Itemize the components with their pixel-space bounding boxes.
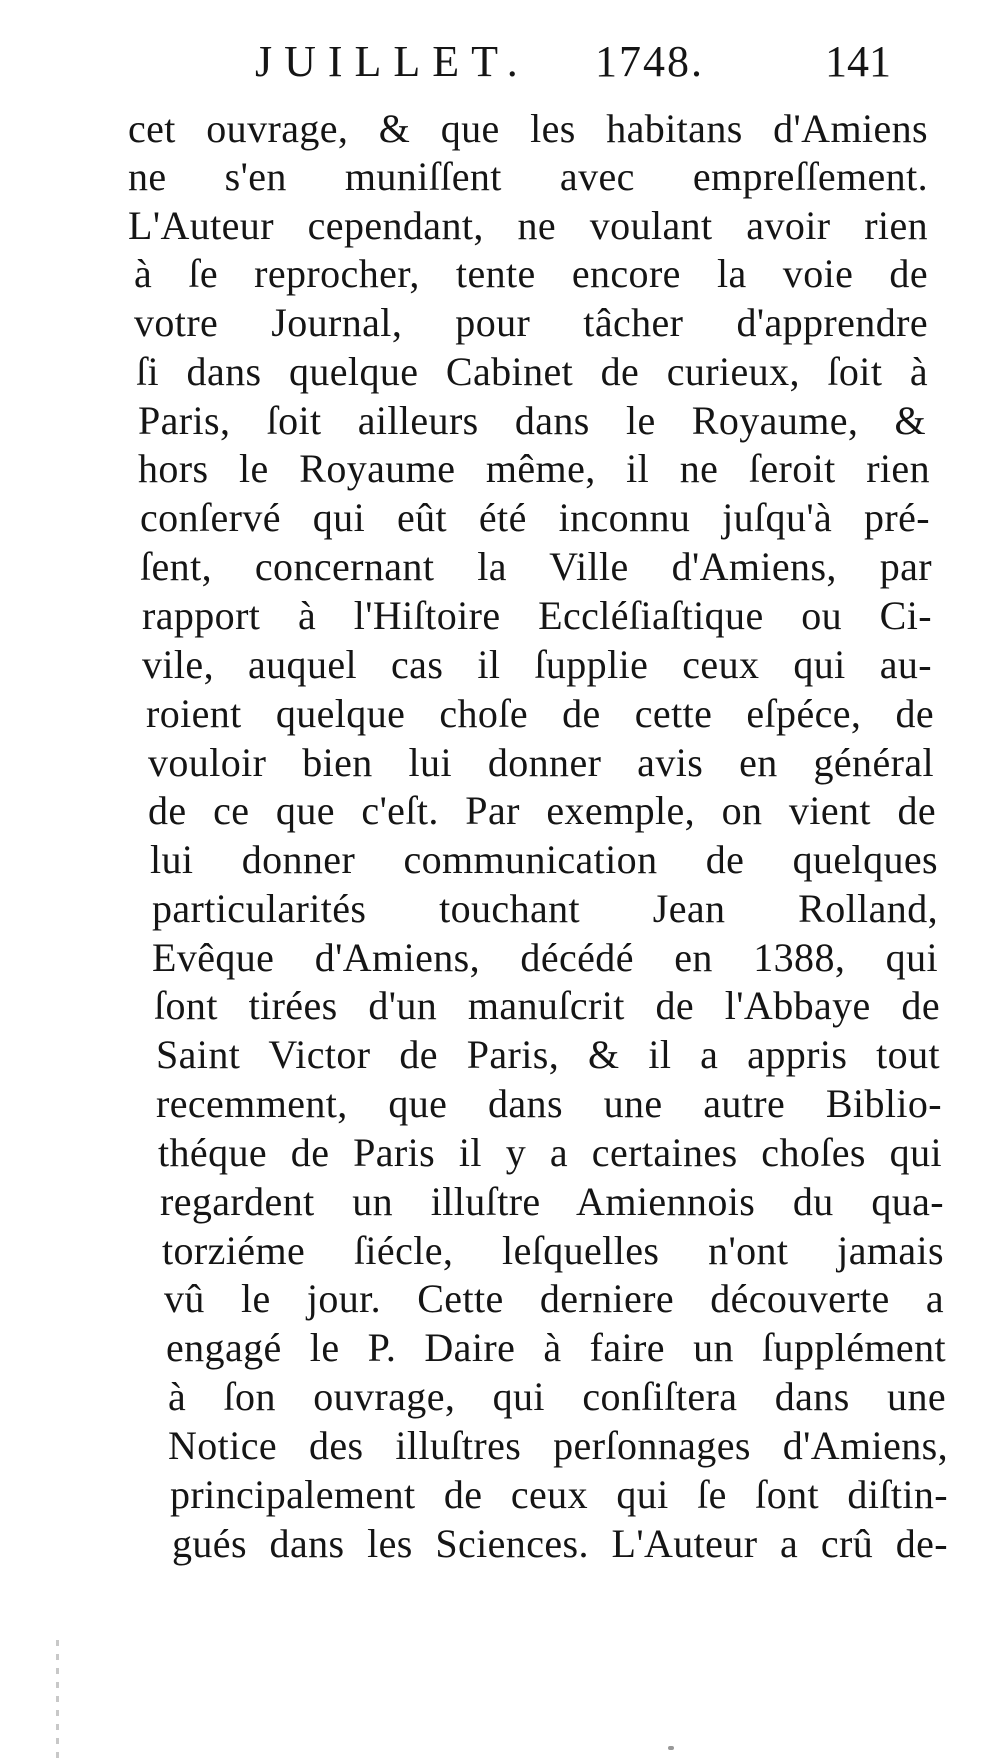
text-line: roient quelque choſe de cette eſpéce, de [146, 691, 934, 736]
text-line: ſi dans quelque Cabinet de curieux, ſoit à [136, 349, 928, 394]
text-line: à ſe reprocher, tente encore la voie de [134, 251, 928, 296]
page-edge-shadow [56, 1640, 59, 1760]
text-line: gués dans les Sciences. L'Auteur a crû de- [172, 1521, 948, 1566]
text-line: regardent un illuſtre Amiennois du qua- [160, 1179, 944, 1224]
text-line: cet ouvrage, & que les habitans d'Amiens [128, 106, 928, 151]
text-line: vouloir bien lui donner avis en général [148, 740, 934, 785]
header-year: 1748. [595, 37, 704, 86]
page-number: 141 [825, 37, 891, 86]
text-line: vû le jour. Cette derniere découverte a [164, 1276, 944, 1321]
header-title: JUILLET. [255, 37, 530, 86]
text-line: lui donner communication de quelques [150, 837, 938, 882]
text-line: vile, auquel cas il ſupplie ceux qui au- [142, 642, 932, 687]
text-line: Evêque d'Amiens, décédé en 1388, qui [152, 935, 938, 980]
text-line: recemment, que dans une autre Biblio- [156, 1081, 942, 1126]
text-line: torziéme ſiécle, leſquelles n'ont jamais [162, 1228, 944, 1273]
text-line: hors le Royaume même, il ne ſeroit rien [138, 446, 930, 491]
text-line: votre Journal, pour tâcher d'apprendre [134, 300, 928, 345]
text-line: théque de Paris il y a certaines choſes qui [158, 1130, 942, 1175]
text-line: L'Auteur cependant, ne voulant avoir rien [128, 203, 928, 248]
text-line: particularités touchant Jean Rolland, [152, 886, 938, 931]
running-header [255, 32, 935, 92]
text-line: rapport à l'Hiſtoire Eccléſiaſtique ou Ci- [142, 593, 932, 638]
text-line: conſervé qui eût été inconnu juſqu'à pré- [140, 495, 930, 540]
text-line: ſent, concernant la Ville d'Amiens, par [140, 544, 932, 589]
text-line: engagé le P. Daire à faire un ſupplément [166, 1325, 946, 1370]
text-line: ſont tirées d'un manuſcrit de l'Abbaye de [154, 983, 940, 1028]
text-line: Saint Victor de Paris, & il a appris tout [156, 1032, 940, 1077]
ink-speck [668, 1746, 674, 1750]
text-line: Notice des illuſtres perſonnages d'Amiens, [168, 1423, 948, 1468]
text-line: ne s'en muniſſent avec empreſſement. [128, 154, 928, 199]
text-line: Paris, ſoit ailleurs dans le Royaume, & [138, 398, 926, 443]
text-line: principalement de ceux qui ſe ſont diſtin- [170, 1472, 948, 1517]
text-line: à ſon ouvrage, qui conſiſtera dans une [168, 1374, 946, 1419]
text-line: de ce que c'eſt. Par exemple, on vient de [148, 788, 936, 833]
